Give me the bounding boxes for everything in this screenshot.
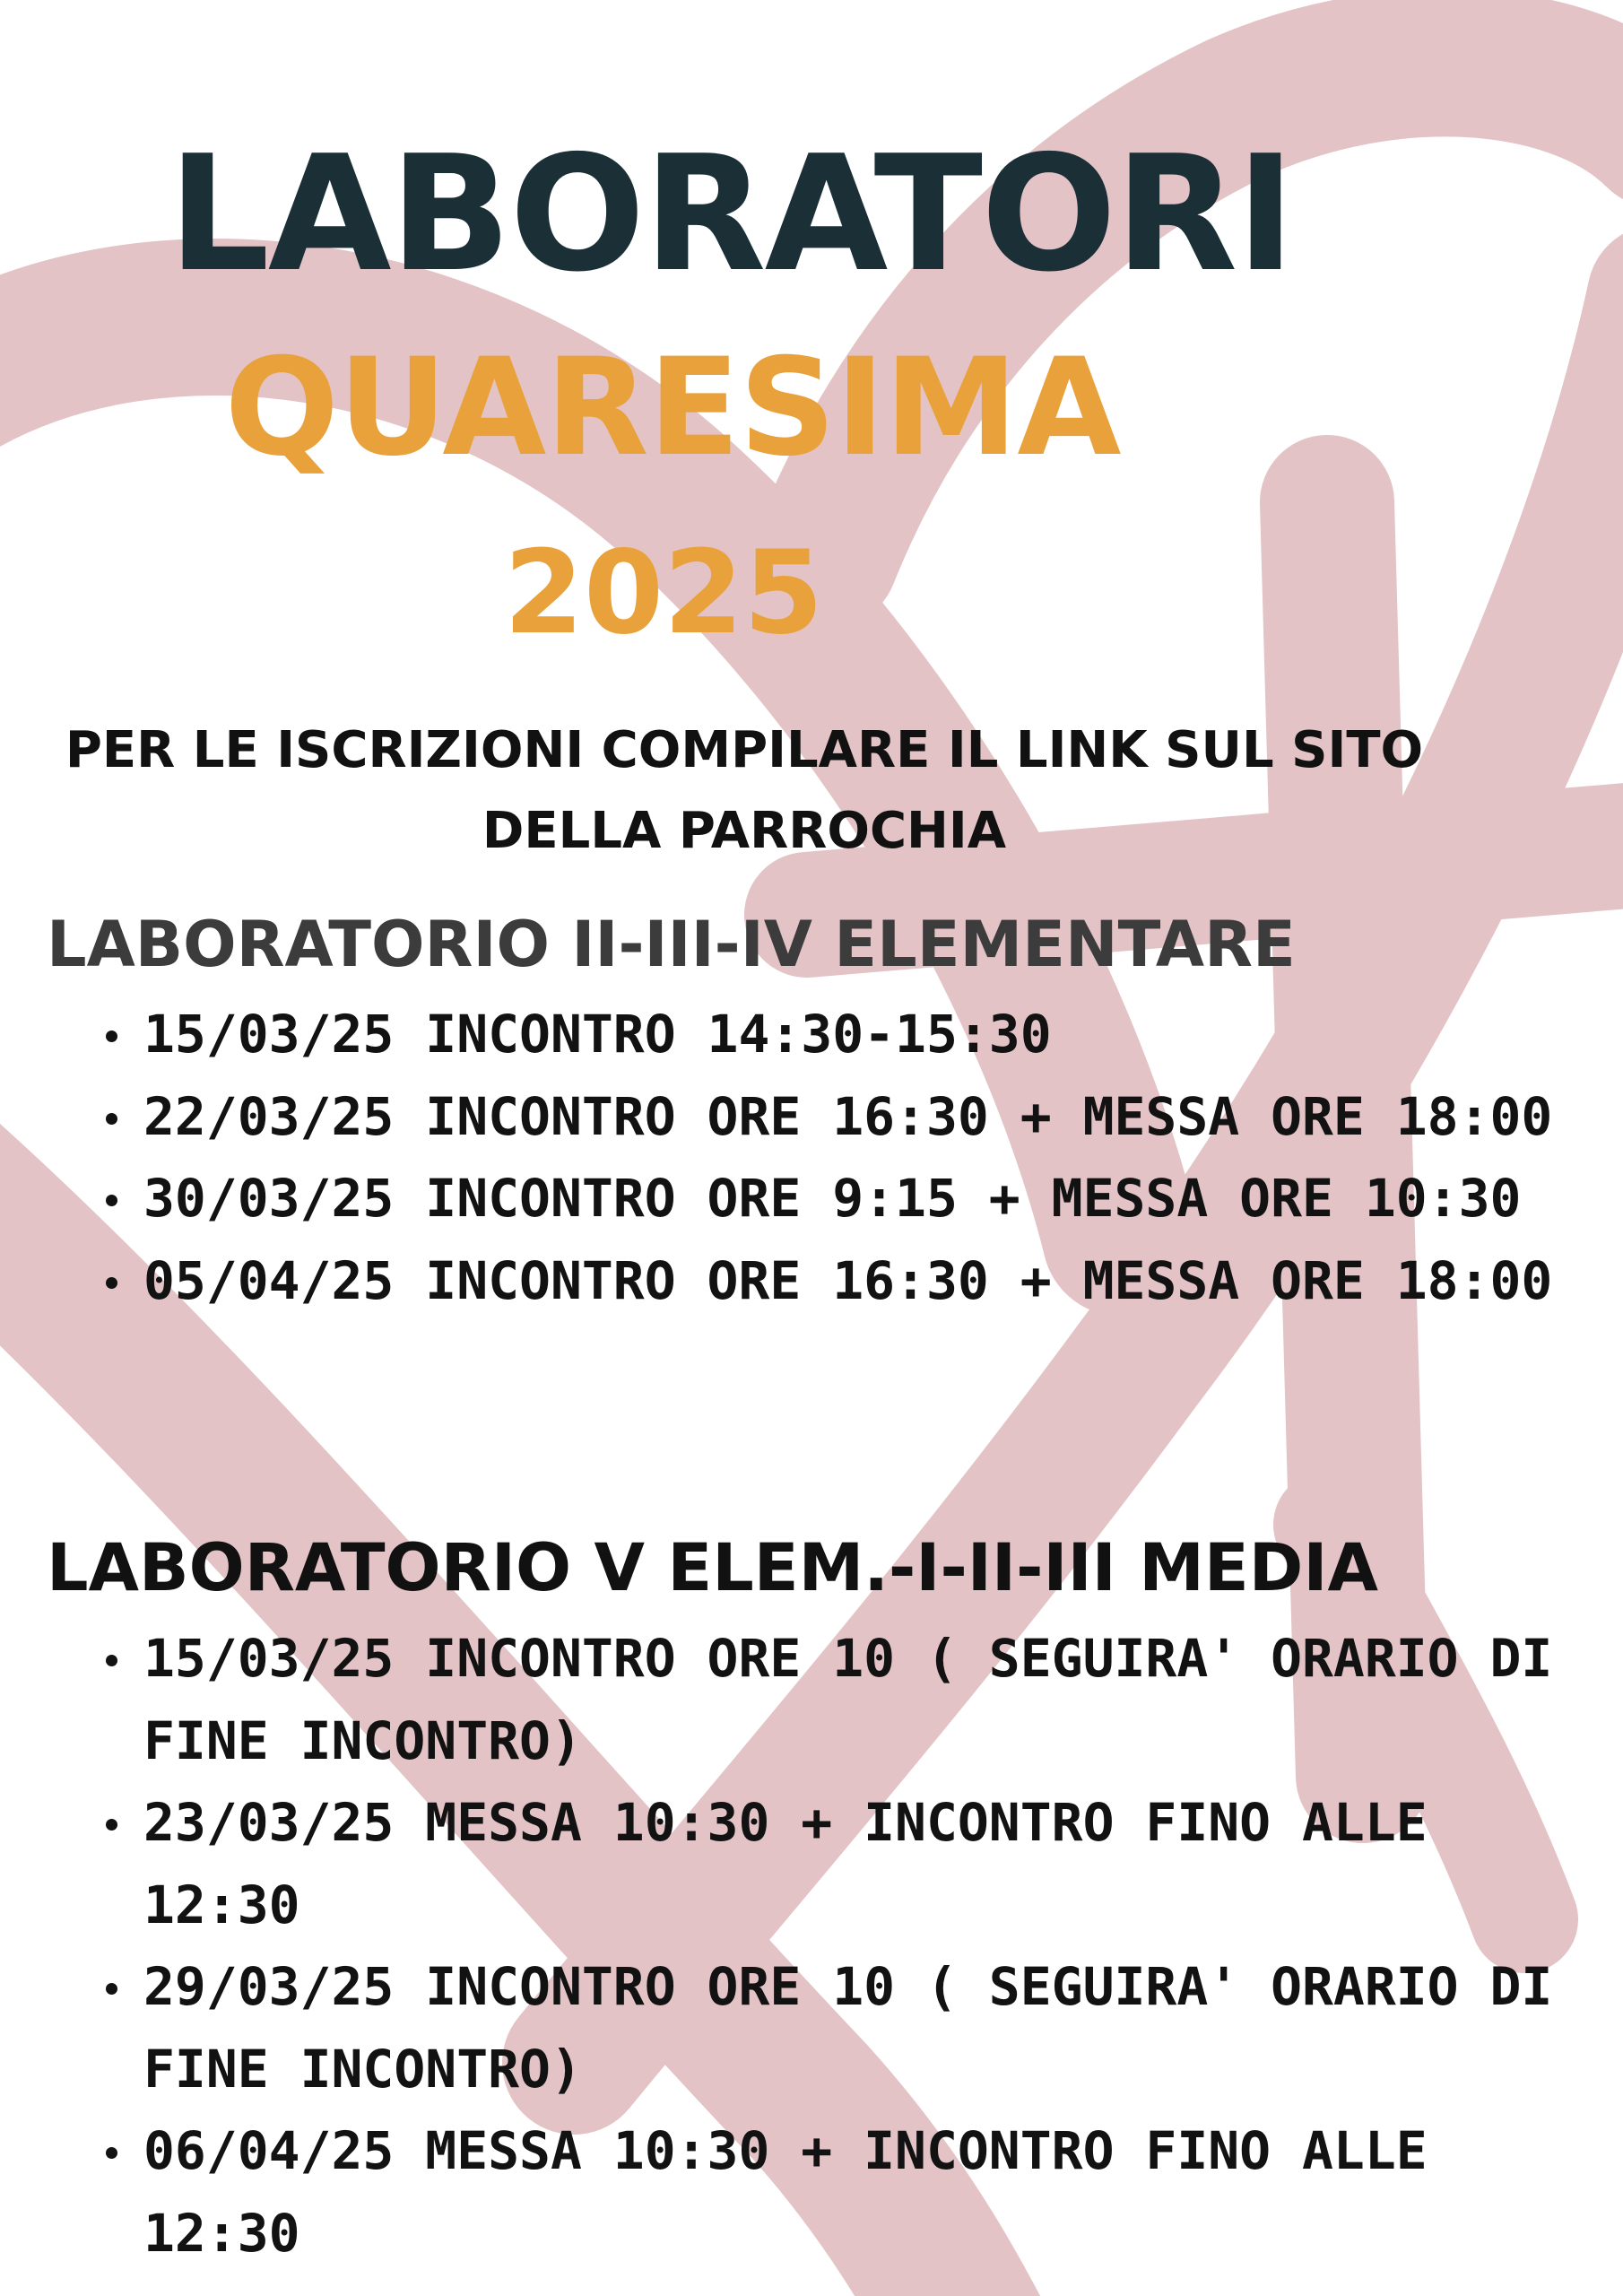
schedule-list-elementare	[143, 994, 1578, 1322]
list-item: 06/04/25 MESSA 10:30 + INCONTRO FINO ALLE 12:30	[143, 2110, 1578, 2274]
list-item: 15/03/25 INCONTRO 14:30-15:30	[143, 994, 1578, 1076]
list-item: 30/03/25 INCONTRO ORE 9:15 + MESSA ORE 10:30	[143, 1158, 1578, 1240]
list-item: 05/04/25 INCONTRO ORE 16:30 + MESSA ORE 18:00	[143, 1240, 1578, 1323]
list-item: 23/03/25 MESSA 10:30 + INCONTRO FINO ALLE 12:30	[143, 1782, 1578, 1946]
registration-notice-line-1: PER LE ISCRIZIONI COMPILARE IL LINK SUL SITO	[65, 721, 1424, 779]
registration-notice-line-2: DELLA PARROCHIA	[482, 802, 1007, 860]
list-item: 22/03/25 INCONTRO ORE 16:30 + MESSA ORE 18:00	[143, 1076, 1578, 1159]
section-heading-elementare: LABORATORIO II-III-IV ELEMENTARE	[47, 908, 1296, 981]
list-item: 29/03/25 INCONTRO ORE 10 ( SEGUIRA' ORARIO DI FINE INCONTRO)	[143, 1946, 1578, 2110]
section-heading-media: LABORATORIO V ELEM.-I-II-III MEDIA	[47, 1530, 1379, 1606]
registration-notice	[36, 710, 1453, 872]
poster-subtitle: QUARESIMA	[224, 330, 1121, 486]
poster-year: 2025	[503, 526, 824, 660]
list-item: 15/03/25 INCONTRO ORE 10 ( SEGUIRA' ORARIO DI FINE INCONTRO)	[143, 1618, 1578, 1782]
schedule-list-media	[143, 1618, 1578, 2274]
poster-title: LABORATORI	[168, 121, 1294, 307]
